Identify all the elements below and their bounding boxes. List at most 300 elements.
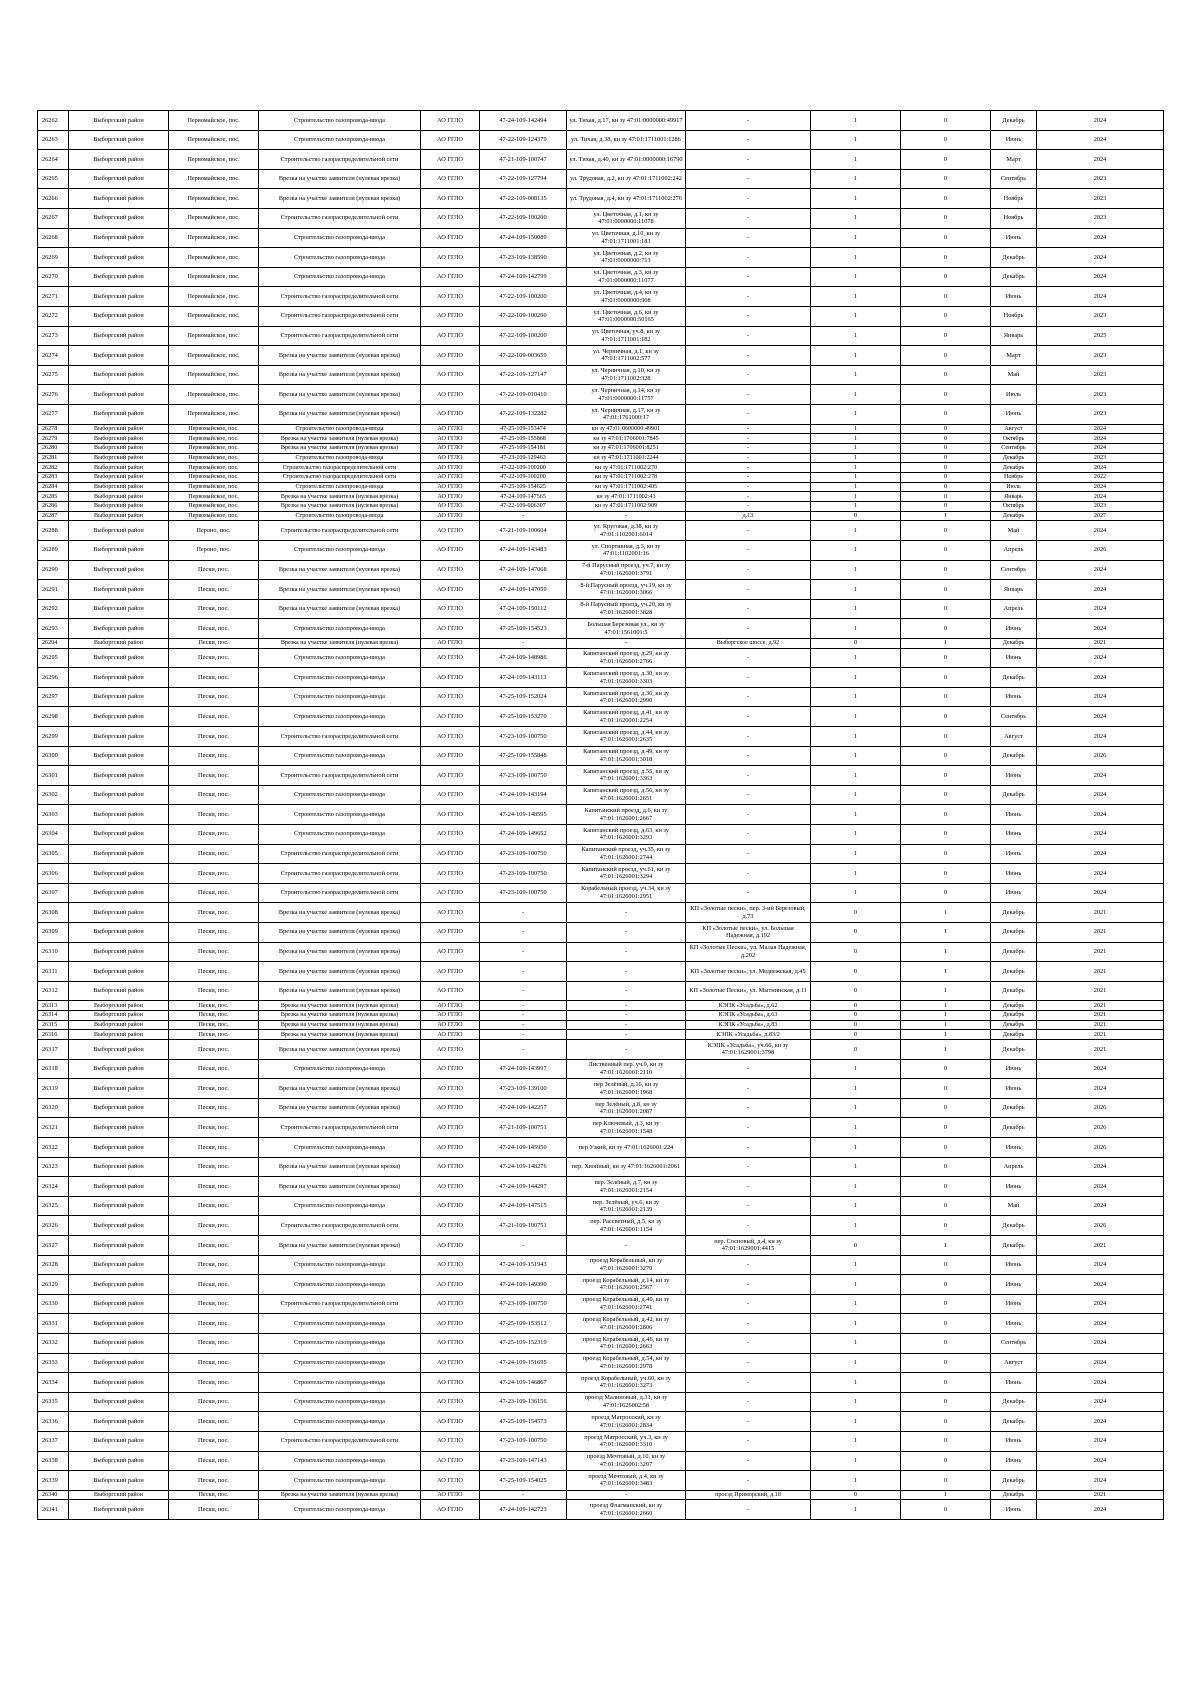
table-cell: Июнь — [991, 1294, 1037, 1314]
table-cell: 47-24-109-151943 — [480, 1255, 567, 1275]
table-cell: Август — [991, 1353, 1037, 1373]
table-cell: 2024 — [1037, 824, 1164, 844]
table-row — [38, 1353, 1164, 1373]
table-cell: Выборгский район — [69, 1333, 169, 1353]
table-cell: Июнь — [991, 228, 1037, 248]
table-cell: АО ГГЛО — [421, 1275, 480, 1295]
table-cell: 2023 — [1037, 365, 1164, 385]
table-cell: 47-24-109-144297 — [480, 1177, 567, 1197]
table-cell: - — [686, 844, 811, 864]
table-cell: - — [567, 981, 686, 1001]
table-cell: Первомайское, пос. — [169, 326, 259, 346]
table-cell: 47-24-109-146867 — [480, 1373, 567, 1393]
table-cell: 26278 — [38, 424, 69, 434]
table-cell: АО ГГЛО — [421, 150, 480, 170]
table-cell: 26273 — [38, 326, 69, 346]
table-cell: Выборгский район — [69, 560, 169, 580]
table-row — [38, 1079, 1164, 1099]
table-cell: Врезка на участке заявителя (нулевая врезка) — [259, 962, 421, 982]
table-cell: Пески, пос. — [169, 1030, 259, 1040]
table-cell: Апрель — [991, 540, 1037, 560]
table-cell: кн зу 47:01:1711002:405 — [567, 482, 686, 492]
table-cell: - — [686, 1373, 811, 1393]
table-cell: Строительство газораспределительной сети — [259, 766, 421, 786]
table-cell: - — [686, 727, 811, 747]
table-cell: 2024 — [1037, 1451, 1164, 1471]
table-cell: Декабрь — [991, 668, 1037, 688]
table-cell: 1 — [811, 463, 901, 473]
table-cell: Первомайское, пос. — [169, 208, 259, 228]
table-cell: 47-24-109-143483 — [480, 540, 567, 560]
table-cell: - — [480, 1040, 567, 1060]
table-cell: 1 — [901, 1011, 991, 1021]
table-cell: Строительство газопровода-ввода — [259, 130, 421, 150]
table-cell: - — [686, 766, 811, 786]
table-cell: 1 — [811, 453, 901, 463]
table-cell: - — [686, 1392, 811, 1412]
table-cell: Ноябрь — [991, 208, 1037, 228]
table-cell: 26322 — [38, 1138, 69, 1158]
table-cell: 2024 — [1037, 130, 1164, 150]
table-cell: Строительство газораспределительной сети — [259, 463, 421, 473]
table-cell: Выборгский район — [69, 922, 169, 942]
table-cell: - — [686, 1333, 811, 1353]
table-cell: - — [567, 511, 686, 521]
table-cell: Строительство газораспределительной сети — [259, 1216, 421, 1236]
table-cell: - — [686, 805, 811, 825]
table-cell: 0 — [901, 130, 991, 150]
table-cell: АО ГГЛО — [421, 981, 480, 1001]
table-cell: 26275 — [38, 365, 69, 385]
table-cell: АО ГГЛО — [421, 385, 480, 405]
table-cell: 26264 — [38, 150, 69, 170]
table-row — [38, 1373, 1164, 1393]
table-row — [38, 962, 1164, 982]
table-cell: Выборгский район — [69, 1020, 169, 1030]
table-cell: 0 — [811, 1490, 901, 1500]
table-cell: Врезка на участке заявителя (нулевая врезка) — [259, 189, 421, 209]
table-cell: 2024 — [1037, 648, 1164, 668]
table-cell: 47-25-109-153270 — [480, 707, 567, 727]
table-cell: - — [480, 942, 567, 962]
table-row — [38, 1392, 1164, 1412]
table-row — [38, 1138, 1164, 1158]
table-cell: 0 — [901, 540, 991, 560]
table-cell: 1 — [811, 326, 901, 346]
table-cell: 47-22-109-100200 — [480, 287, 567, 307]
table-cell: 1 — [811, 707, 901, 727]
table-cell: АО ГГЛО — [421, 1451, 480, 1471]
table-cell: 0 — [901, 560, 991, 580]
table-row — [38, 1236, 1164, 1256]
table-cell: - — [686, 668, 811, 688]
table-cell: 2024 — [1037, 668, 1164, 688]
table-cell: Первомайское, пос. — [169, 248, 259, 268]
table-cell: Строительство газопровода-ввода — [259, 111, 421, 131]
table-cell: Октябрь — [991, 434, 1037, 444]
table-cell: Строительство газопровода-ввода — [259, 707, 421, 727]
table-cell: 47-22-109-100200 — [480, 472, 567, 482]
table-cell: Июнь — [991, 1431, 1037, 1451]
table-cell: 26312 — [38, 981, 69, 1001]
table-cell: 2023 — [1037, 453, 1164, 463]
gasification-table — [37, 110, 1164, 1520]
table-cell: Строительство газопровода-ввода — [259, 1353, 421, 1373]
table-cell: Первомайское, пос. — [169, 472, 259, 482]
table-cell: ул. Круговая, д.38, кн зу 47:01:1102001:6014 — [567, 521, 686, 541]
table-cell: 1 — [811, 472, 901, 482]
table-row — [38, 1118, 1164, 1138]
table-cell: 2024 — [1037, 111, 1164, 131]
table-cell: Большая Березовая ул., кн зу 47:01:1561001:5 — [567, 619, 686, 639]
table-cell: - — [686, 424, 811, 434]
table-cell: - — [686, 864, 811, 884]
table-cell: Июнь — [991, 287, 1037, 307]
table-cell: 1 — [811, 492, 901, 502]
table-cell: Пески, пос. — [169, 962, 259, 982]
table-cell: 0 — [811, 1011, 901, 1021]
table-row — [38, 599, 1164, 619]
table-cell: Первомайское, пос. — [169, 502, 259, 512]
table-cell: - — [686, 150, 811, 170]
table-cell: пер. Хвойный, кн зу 47:01:1626001:2061 — [567, 1157, 686, 1177]
table-cell: Июнь — [991, 1059, 1037, 1079]
table-cell: - — [686, 580, 811, 600]
table-cell: Пески, пос. — [169, 1333, 259, 1353]
table-cell: 0 — [901, 599, 991, 619]
table-cell: АО ГГЛО — [421, 580, 480, 600]
table-cell: 1 — [811, 648, 901, 668]
table-cell: Пески, пос. — [169, 1314, 259, 1334]
table-cell: 0 — [811, 1020, 901, 1030]
table-cell: Выборгский район — [69, 864, 169, 884]
table-row — [38, 502, 1164, 512]
table-cell: 26338 — [38, 1451, 69, 1471]
table-cell: ул. Черничная, д.1, кн зу 47:01:1711002:577 — [567, 346, 686, 366]
table-cell: КЭПК «Усадьба», д.83/2 — [686, 1030, 811, 1040]
table-cell: Июль — [991, 482, 1037, 492]
table-cell: 47-21-109-100751 — [480, 1118, 567, 1138]
table-cell: 1 — [901, 1001, 991, 1011]
table-cell: 26279 — [38, 434, 69, 444]
table-cell: 26314 — [38, 1011, 69, 1021]
table-cell: Июнь — [991, 766, 1037, 786]
table-cell: - — [686, 267, 811, 287]
table-cell: 26306 — [38, 864, 69, 884]
table-cell: 26297 — [38, 687, 69, 707]
table-cell: 26280 — [38, 443, 69, 453]
table-cell: 0 — [901, 805, 991, 825]
table-cell: АО ГГЛО — [421, 1373, 480, 1393]
table-cell: Пески, пос. — [169, 1412, 259, 1432]
table-cell: 47-23-109-147143 — [480, 1451, 567, 1471]
table-cell: Сентябрь — [991, 707, 1037, 727]
table-cell: АО ГГЛО — [421, 883, 480, 903]
table-cell: Выборгский район — [69, 472, 169, 482]
table-cell: Выборгский район — [69, 1353, 169, 1373]
table-cell: пер. Зелёный, д.7, кн зу 47:01:1626001:2154 — [567, 1177, 686, 1197]
table-cell: - — [686, 434, 811, 444]
table-cell: 26268 — [38, 228, 69, 248]
table-cell: Пески, пос. — [169, 619, 259, 639]
table-cell: Строительство газопровода-ввода — [259, 453, 421, 463]
table-cell: 0 — [901, 1353, 991, 1373]
table-cell: Выборгский район — [69, 208, 169, 228]
table-cell: 26289 — [38, 540, 69, 560]
table-cell: Строительство газопровода-ввода — [259, 1500, 421, 1520]
table-cell: 2022 — [1037, 472, 1164, 482]
table-row — [38, 434, 1164, 444]
table-cell: 0 — [811, 981, 901, 1001]
table-cell: КЭПК «Усадьба», д.62 — [686, 1001, 811, 1011]
table-cell: - — [686, 228, 811, 248]
table-cell: АО ГГЛО — [421, 648, 480, 668]
table-cell: - — [567, 1030, 686, 1040]
table-cell: 47-23-109-100750 — [480, 864, 567, 884]
table-cell: Ноябрь — [991, 472, 1037, 482]
table-cell: 1 — [901, 942, 991, 962]
table-cell: 26315 — [38, 1020, 69, 1030]
table-cell: 26293 — [38, 619, 69, 639]
table-cell: АО ГГЛО — [421, 638, 480, 648]
table-cell: Строительство газопровода-ввода — [259, 668, 421, 688]
table-cell: Пероно, пос. — [169, 540, 259, 560]
table-cell: - — [686, 130, 811, 150]
table-cell: АО ГГЛО — [421, 1255, 480, 1275]
table-cell: 0 — [901, 580, 991, 600]
table-cell: Пески, пос. — [169, 922, 259, 942]
table-cell: - — [567, 1001, 686, 1011]
table-row — [38, 1275, 1164, 1295]
table-cell: АО ГГЛО — [421, 1030, 480, 1040]
table-cell: Выборгский район — [69, 511, 169, 521]
table-cell: Июнь — [991, 687, 1037, 707]
table-cell: КП «Золотые Пески», ул. Мытнинская, д.11 — [686, 981, 811, 1001]
table-cell: Пески, пос. — [169, 1431, 259, 1451]
table-cell: КП «Золотые пески», ул. Большая Надежная, д.192 — [686, 922, 811, 942]
table-row — [38, 638, 1164, 648]
table-cell: 26313 — [38, 1001, 69, 1011]
table-cell: проезд Мечтовый, д.10, кн зу 47:01:1626001:3297 — [567, 1451, 686, 1471]
table-cell: АО ГГЛО — [421, 746, 480, 766]
table-row — [38, 1451, 1164, 1471]
table-cell: АО ГГЛО — [421, 864, 480, 884]
table-cell: - — [686, 1255, 811, 1275]
table-cell: 2023 — [1037, 189, 1164, 209]
table-cell: 0 — [901, 1196, 991, 1216]
table-row — [38, 472, 1164, 482]
table-cell: 1 — [811, 1255, 901, 1275]
table-row — [38, 1177, 1164, 1197]
table-cell: 0 — [901, 287, 991, 307]
table-cell: Выборгский район — [69, 365, 169, 385]
table-cell: Пески, пос. — [169, 766, 259, 786]
table-cell: - — [686, 1275, 811, 1295]
table-cell: Выборгский район — [69, 883, 169, 903]
table-cell: - — [686, 404, 811, 424]
table-cell: АО ГГЛО — [421, 540, 480, 560]
table-cell: 26336 — [38, 1412, 69, 1432]
table-cell: АО ГГЛО — [421, 453, 480, 463]
table-cell: 47-22-109-100200 — [480, 306, 567, 326]
table-cell: Июнь — [991, 824, 1037, 844]
table-cell: 2024 — [1037, 785, 1164, 805]
table-cell: 26277 — [38, 404, 69, 424]
table-cell: 2026 — [1037, 1138, 1164, 1158]
table-cell: Декабрь — [991, 463, 1037, 473]
table-cell: - — [686, 1451, 811, 1471]
table-cell: 47-22-109-127794 — [480, 169, 567, 189]
table-cell: пер Зелёный, д.8, кн зу 47:01:1626001:2087 — [567, 1098, 686, 1118]
table-cell: ул. Трудовая, д.2, кн зу 47:01:1711002:242 — [567, 169, 686, 189]
table-cell: д.13 — [686, 511, 811, 521]
table-row — [38, 306, 1164, 326]
table-cell: 1 — [811, 169, 901, 189]
table-cell: 1 — [811, 1373, 901, 1393]
table-cell: 1 — [811, 619, 901, 639]
table-cell: Пески, пос. — [169, 1157, 259, 1177]
table-cell: 0 — [901, 1431, 991, 1451]
table-cell: ул. Черничная, д.10, кн зу 47:01:1711002:328 — [567, 365, 686, 385]
table-cell: 26321 — [38, 1118, 69, 1138]
table-cell: 1 — [811, 111, 901, 131]
table-cell: 1 — [811, 1431, 901, 1451]
table-cell: Выборгский район — [69, 1001, 169, 1011]
table-cell: 47-25-109-153474 — [480, 424, 567, 434]
table-cell: 47-24-109-142494 — [480, 111, 567, 131]
table-cell: 47-24-109-148595 — [480, 805, 567, 825]
table-row — [38, 287, 1164, 307]
table-row — [38, 463, 1164, 473]
table-cell: 2024 — [1037, 1177, 1164, 1197]
table-cell: 1 — [811, 1412, 901, 1432]
table-cell: Врезка на участке заявителя (нулевая врезка) — [259, 1236, 421, 1256]
table-cell: - — [567, 1236, 686, 1256]
table-cell: 0 — [811, 1030, 901, 1040]
table-cell: - — [686, 1177, 811, 1197]
table-cell: Выборгский район — [69, 1040, 169, 1060]
table-cell: Июнь — [991, 404, 1037, 424]
table-cell: Январь — [991, 492, 1037, 502]
table-row — [38, 1011, 1164, 1021]
table-cell: 2024 — [1037, 580, 1164, 600]
table-cell: Выборгский район — [69, 1373, 169, 1393]
table-cell: Июнь — [991, 648, 1037, 668]
table-row — [38, 453, 1164, 463]
table-cell: 47-22-109-008135 — [480, 189, 567, 209]
table-cell: 47-25-109-153512 — [480, 1314, 567, 1334]
table-cell: Выборгский район — [69, 287, 169, 307]
table-cell: Сентябрь — [991, 1333, 1037, 1353]
table-cell: Выборгский район — [69, 1471, 169, 1491]
table-cell: пер. Рассветный, д.5, кн зу 47:01:1626001:1154 — [567, 1216, 686, 1236]
table-cell: 2021 — [1037, 903, 1164, 923]
table-cell: 2021 — [1037, 942, 1164, 962]
table-cell: Капитанский проезд, д.6, кн зу 47:01:1626001:2667 — [567, 805, 686, 825]
table-cell: ул. Цветочная, д.4, кн зу 47:01:0000000:908 — [567, 287, 686, 307]
table-cell: - — [480, 1001, 567, 1011]
table-cell: Первомайское, пос. — [169, 443, 259, 453]
table-cell: Выборгский район — [69, 540, 169, 560]
table-cell: АО ГГЛО — [421, 922, 480, 942]
table-cell: Первомайское, пос. — [169, 434, 259, 444]
table-cell: Июнь — [991, 1079, 1037, 1099]
table-cell: АО ГГЛО — [421, 365, 480, 385]
table-cell: - — [480, 1490, 567, 1500]
table-cell: ул. Цветочная, д.10, кн зу 47:01:1711001:183 — [567, 228, 686, 248]
table-cell: Октябрь — [991, 502, 1037, 512]
table-cell: Первомайское, пос. — [169, 130, 259, 150]
table-cell: Пески, пос. — [169, 1196, 259, 1216]
table-cell: АО ГГЛО — [421, 169, 480, 189]
table-cell: 1 — [811, 189, 901, 209]
table-cell: 1 — [811, 306, 901, 326]
table-cell: 1 — [811, 746, 901, 766]
table-cell: 47-21-109-100604 — [480, 521, 567, 541]
table-cell: пер. Сосновый, д.4, кн зу 47:01:1629001:4415 — [686, 1236, 811, 1256]
table-cell: АО ГГЛО — [421, 1500, 480, 1520]
table-cell: Выборгский район — [69, 385, 169, 405]
table-cell: Декабрь — [991, 981, 1037, 1001]
table-cell: Декабрь — [991, 942, 1037, 962]
table-cell: 0 — [811, 1001, 901, 1011]
table-cell: - — [686, 1412, 811, 1432]
table-cell: АО ГГЛО — [421, 1196, 480, 1216]
table-cell: Строительство газопровода-ввода — [259, 1412, 421, 1432]
table-cell: АО ГГЛО — [421, 463, 480, 473]
table-cell: 1 — [811, 1177, 901, 1197]
table-cell: - — [686, 1059, 811, 1079]
table-cell: 2024 — [1037, 434, 1164, 444]
table-cell: - — [686, 1196, 811, 1216]
table-cell: АО ГГЛО — [421, 502, 480, 512]
table-cell: 47-23-109-138590 — [480, 248, 567, 268]
table-cell: Первомайское, пос. — [169, 169, 259, 189]
table-cell: АО ГГЛО — [421, 346, 480, 366]
table-cell: Пески, пос. — [169, 1118, 259, 1138]
table-cell: - — [686, 287, 811, 307]
table-cell: 26326 — [38, 1216, 69, 1236]
table-cell: 47-24-109-147068 — [480, 560, 567, 580]
table-row — [38, 111, 1164, 131]
table-row — [38, 521, 1164, 541]
table-cell: 26302 — [38, 785, 69, 805]
table-cell: - — [480, 962, 567, 982]
table-row — [38, 1500, 1164, 1520]
table-cell: 0 — [901, 267, 991, 287]
table-cell: пер Ключевый, д.3, кн зу 47:01:1626001:1548 — [567, 1118, 686, 1138]
table-row — [38, 883, 1164, 903]
table-cell: 26309 — [38, 922, 69, 942]
table-cell: - — [567, 962, 686, 982]
table-cell: Март — [991, 150, 1037, 170]
table-cell: 1 — [811, 1079, 901, 1099]
table-cell: АО ГГЛО — [421, 1011, 480, 1021]
table-cell: 0 — [901, 1314, 991, 1334]
table-cell: 26301 — [38, 766, 69, 786]
table-cell: 0 — [901, 727, 991, 747]
table-cell: 1 — [811, 365, 901, 385]
table-cell: Декабрь — [991, 1392, 1037, 1412]
table-cell: Пески, пос. — [169, 1392, 259, 1412]
table-cell: Июнь — [991, 1177, 1037, 1197]
table-cell: Врезка на участке заявителя (нулевая врезка) — [259, 1490, 421, 1500]
table-cell: 0 — [901, 492, 991, 502]
table-cell: 2023 — [1037, 306, 1164, 326]
table-cell: 2027 — [1037, 511, 1164, 521]
table-cell: Пески, пос. — [169, 1294, 259, 1314]
table-cell: Декабрь — [991, 1236, 1037, 1256]
